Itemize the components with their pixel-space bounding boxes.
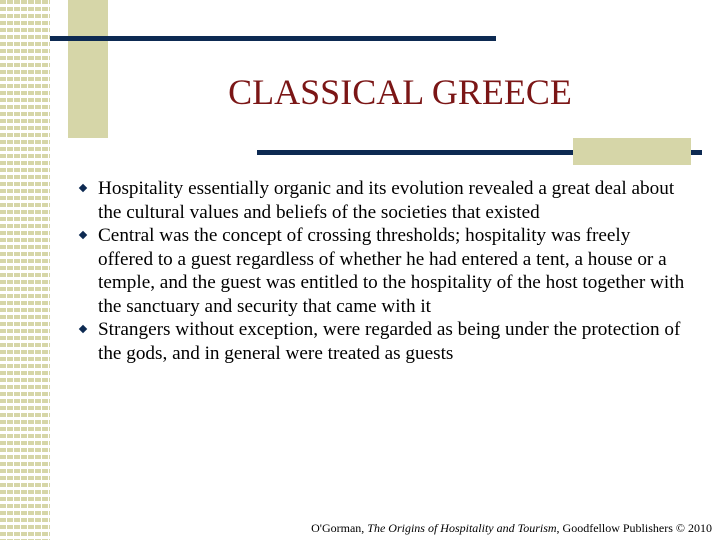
slide-title: CLASSICAL GREECE	[228, 72, 572, 112]
bullet-text: Central was the concept of crossing thresholds; hospitality was freely offered to a guest regardless of whether he had entered a tent, a house or a temple, and the guest was entitled to the hospitality of the host together with the sanctuary and security that came with it	[98, 225, 685, 317]
citation-book-title: The Origins of Hospitality and Tourism	[367, 521, 557, 535]
bullet-item	[78, 224, 688, 318]
citation-publisher: , Goodfellow Publishers © 2010	[556, 521, 712, 535]
diamond-bullet-icon	[79, 325, 87, 333]
bullet-item	[78, 318, 688, 365]
citation-author: O'Gorman,	[311, 521, 368, 535]
bullet-list	[78, 177, 688, 365]
citation	[311, 521, 712, 536]
decorative-block-top	[68, 0, 108, 138]
decorative-stripes	[0, 0, 50, 540]
bullet-item	[78, 177, 688, 224]
bullet-text: Strangers without exception, were regarded as being under the protection of the gods, and in general were treated as guests	[98, 319, 681, 364]
diamond-bullet-icon	[79, 231, 87, 239]
bullet-text: Hospitality essentially organic and its evolution revealed a great deal about the cultural values and beliefs of the societies that existed	[98, 178, 675, 223]
diamond-bullet-icon	[79, 184, 87, 192]
decorative-block-right	[573, 138, 691, 165]
decorative-bar-top	[50, 36, 496, 41]
